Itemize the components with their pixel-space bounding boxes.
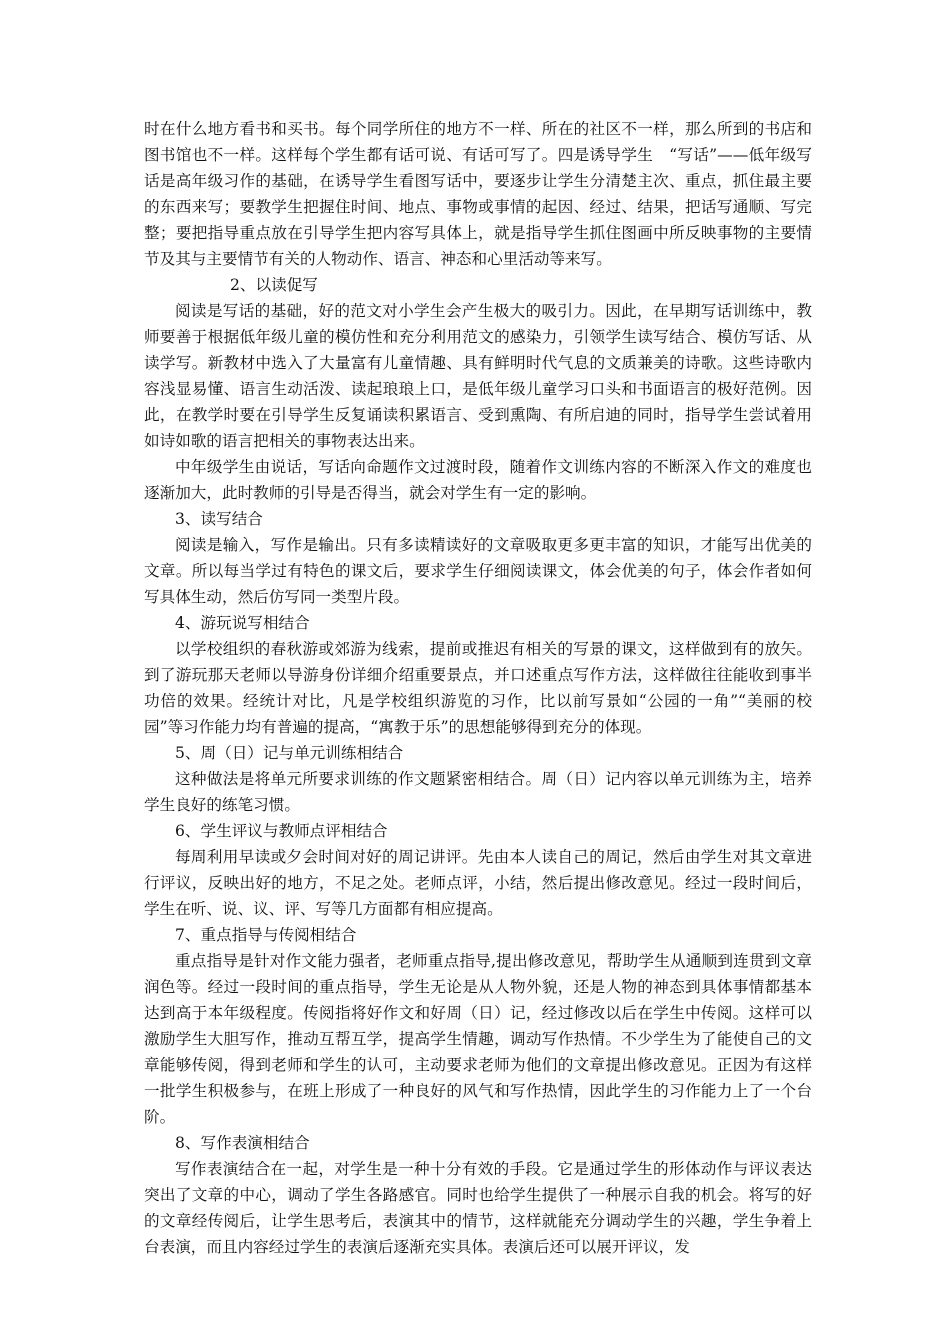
paragraph: 写作表演结合在一起，对学生是一种十分有效的手段。它是通过学生的形体动作与评议表达突出了文章的中心，调动了学生各路感官。同时也给学生提供了一种展示自我的机会。将写的好的文章经传阅后，让学生思考后，表演其中的情节，这样就能充分调动学生的兴趣，学生争着上台表演，而且内容经过学生的表演后逐渐充实具体。表演后还可以展开评议，发 bbox=[144, 1160, 812, 1256]
paragraph-continued: 时在什么地方看书和买书。每个同学所住的地方不一样、所在的社区不一样，那么所到的书店和图书馆也不一样。这样每个学生都有话可说、有话可写了。四是诱导学生 “写话”——低年级写话是高年级习作的基础，在诱导学生看图写话中，要逐步让学生分清楚主次、重点，抓住最主要的东西来写；要教学生把握住时间、地点、事物或事情的起因、经过、结果，把话写通顺、写完整；要把指导重点放在引导学生把内容写具体上，就是指导学生抓住图画中所反映事物的主要情节及其与主要情节有关的人物动作、语言、神态和心里活动等来写。 bbox=[144, 120, 812, 268]
document-body bbox=[144, 116, 812, 1260]
section-heading-3: 3、读写结合 bbox=[175, 510, 263, 528]
paragraph: 阅读是写话的基础，好的范文对小学生会产生极大的吸引力。因此，在早期写话训练中，教师要善于根据低年级儿童的模仿性和充分利用范文的感染力，引领学生读写结合、模仿写话、从读学写。新教材中选入了大量富有儿童情趣、具有鲜明时代气息的文质兼美的诗歌。这些诗歌内容浅显易懂、语言生动活泼、读起琅琅上口，是低年级儿童学习口头和书面语言的极好范例。因此，在教学时要在引导学生反复诵读积累语言、受到熏陶、有所启迪的同时，指导学生尝试着用如诗如歌的语言把相关的事物表达出来。 bbox=[144, 302, 812, 450]
paragraph: 每周利用早读或夕会时间对好的周记讲评。先由本人读自己的周记，然后由学生对其文章进行评议，反映出好的地方，不足之处。老师点评，小结，然后提出修改意见。经过一段时间后，学生在听、说、议、评、写等几方面都有相应提高。 bbox=[144, 848, 812, 918]
section-heading-7: 7、重点指导与传阅相结合 bbox=[175, 926, 357, 944]
paragraph: 以学校组织的春秋游或郊游为线索，提前或推迟有相关的写景的课文，这样做到有的放矢。到了游玩那天老师以导游身份详细介绍重要景点，并口述重点写作方法，这样做往往能收到事半功倍的效果。经统计对比，凡是学校组织游览的习作，比以前写景如“公园的一角”“美丽的校园”等习作能力均有普遍的提高，“寓教于乐”的思想能够得到充分的体现。 bbox=[144, 640, 812, 736]
section-heading-2: 2、以读促写 bbox=[230, 276, 318, 294]
section-heading-5: 5、周（日）记与单元训练相结合 bbox=[175, 744, 404, 762]
paragraph: 中年级学生由说话，写话向命题作文过渡时段，随着作文训练内容的不断深入作文的难度也逐渐加大，此时教师的引导是否得当，就会对学生有一定的影响。 bbox=[144, 458, 812, 502]
section-heading-6: 6、学生评议与教师点评相结合 bbox=[175, 822, 388, 840]
paragraph: 重点指导是针对作文能力强者，老师重点指导,提出修改意见，帮助学生从通顺到连贯到文章润色等。经过一段时间的重点指导，学生无论是从人物外貌，还是人物的神态到具体事情都基本达到高于本年级程度。传阅指将好作文和好周（日）记，经过修改以后在学生中传阅。这样可以激励学生大胆写作，推动互帮互学，提高学生情趣，调动写作热情。不少学生为了能使自己的文章能够传阅，得到老师和学生的认可，主动要求老师为他们的文章提出修改意见。正因为有这样一批学生积极参与，在班上形成了一种良好的风气和写作热情，因此学生的习作能力上了一个台阶。 bbox=[144, 952, 812, 1126]
paragraph: 这种做法是将单元所要求训练的作文题紧密相结合。周（日）记内容以单元训练为主，培养学生良好的练笔习惯。 bbox=[144, 770, 812, 814]
paragraph: 阅读是输入，写作是输出。只有多读精读好的文章吸取更多更丰富的知识，才能写出优美的文章。所以每当学过有特色的课文后，要求学生仔细阅读课文，体会优美的句子，体会作者如何写具体生动，然后仿写同一类型片段。 bbox=[144, 536, 812, 606]
section-heading-4: 4、游玩说写相结合 bbox=[175, 614, 310, 632]
section-heading-8: 8、写作表演相结合 bbox=[175, 1134, 310, 1152]
